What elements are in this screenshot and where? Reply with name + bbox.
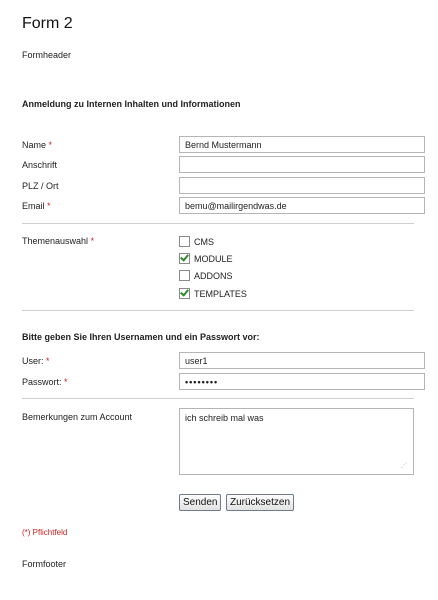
plz-ort-label: PLZ / Ort bbox=[22, 181, 59, 191]
plz-ort-input[interactable] bbox=[179, 177, 425, 194]
divider bbox=[22, 398, 414, 399]
anschrift-label: Anschrift bbox=[22, 160, 58, 170]
checkbox-label-module: MODULE bbox=[194, 254, 233, 264]
password-label-text: Passwort: bbox=[22, 377, 62, 387]
email-input[interactable] bbox=[179, 197, 425, 214]
checkbox-label-cms: CMS bbox=[194, 237, 214, 247]
required-marker: * bbox=[64, 377, 68, 387]
bemerkungen-label: Bemerkungen zum Account bbox=[22, 412, 133, 422]
email-label-text: Email bbox=[22, 201, 45, 211]
required-hint: (*) Pflichtfeld bbox=[22, 528, 68, 537]
password-input[interactable] bbox=[179, 373, 425, 390]
required-marker: * bbox=[46, 356, 50, 366]
checkbox-label-addons: ADDONS bbox=[194, 271, 233, 281]
form-title: Form 2 bbox=[22, 15, 73, 32]
password-label bbox=[22, 377, 68, 387]
themenauswahl-label bbox=[22, 236, 94, 246]
zuruecksetzen-button[interactable]: Zurücksetzen bbox=[226, 494, 294, 511]
checkbox-addons[interactable] bbox=[179, 270, 190, 281]
name-label bbox=[22, 140, 52, 150]
themenauswahl-label-text: Themenauswahl bbox=[22, 236, 89, 246]
form-header: Formheader bbox=[22, 50, 72, 60]
checkbox-templates[interactable] bbox=[179, 288, 190, 299]
divider bbox=[22, 310, 414, 311]
email-label bbox=[22, 201, 51, 211]
user-label bbox=[22, 356, 50, 366]
bemerkungen-textarea[interactable] bbox=[179, 408, 414, 475]
name-label-text: Name bbox=[22, 140, 47, 150]
checkbox-cms[interactable] bbox=[179, 236, 190, 247]
required-marker: * bbox=[47, 201, 51, 211]
section-title-credentials: Bitte geben Sie Ihren Usernamen und ein Passwort vor: bbox=[22, 332, 260, 342]
section-title-login: Anmeldung zu Internen Inhalten und Informationen bbox=[22, 99, 241, 109]
required-marker: * bbox=[90, 236, 95, 246]
checkbox-label-templates: TEMPLATES bbox=[194, 289, 247, 299]
senden-button[interactable]: Senden bbox=[179, 494, 221, 511]
required-marker: * bbox=[48, 140, 53, 150]
divider bbox=[22, 223, 414, 224]
user-label-text: User: bbox=[22, 356, 44, 366]
checkbox-module[interactable] bbox=[179, 253, 190, 264]
name-input[interactable] bbox=[179, 136, 425, 153]
resize-grip-icon[interactable]: ⋰ bbox=[401, 463, 406, 469]
user-input[interactable] bbox=[179, 352, 425, 369]
form-footer: Formfooter bbox=[22, 559, 67, 569]
anschrift-input[interactable] bbox=[179, 156, 425, 173]
